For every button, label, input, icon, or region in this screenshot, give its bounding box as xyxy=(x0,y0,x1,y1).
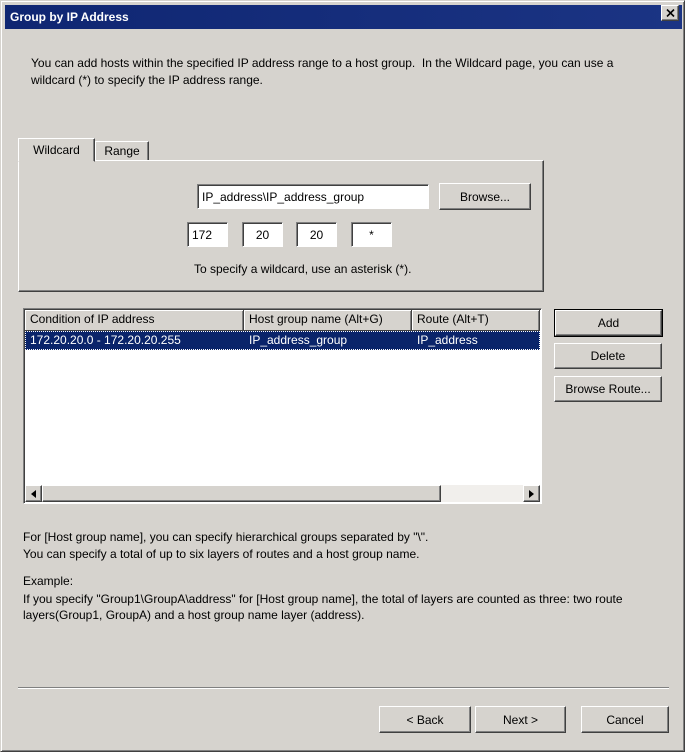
close-icon xyxy=(666,9,675,17)
tab-range[interactable] xyxy=(95,141,149,161)
tab-wildcard-label: Wildcard xyxy=(33,143,80,157)
tab-wildcard[interactable] xyxy=(18,138,95,162)
ip-octet-4-input[interactable] xyxy=(351,222,392,247)
cell-condition: 172.20.20.0 - 172.20.20.255 xyxy=(30,333,181,347)
column-header-route[interactable]: Route (Alt+T) xyxy=(412,310,540,331)
scrollbar-thumb[interactable] xyxy=(42,485,441,502)
cell-route: IP_address xyxy=(417,333,478,347)
scroll-right-icon xyxy=(529,490,534,498)
close-button[interactable] xyxy=(661,5,679,21)
browse-route-button[interactable] xyxy=(554,376,662,402)
ip-octet-3-input[interactable] xyxy=(296,222,337,247)
example-label: Example: xyxy=(23,574,74,588)
example-text: If you specify "Group1\GroupA\address" for [Host group name], the total of layers are counted as three: two route layers(Group1, GroupA) and a host group name layer (address). xyxy=(23,592,626,622)
table-row[interactable] xyxy=(25,331,540,350)
scrollbar-track[interactable] xyxy=(441,485,523,502)
host-group-name-input[interactable] xyxy=(197,184,429,209)
scroll-right-button[interactable] xyxy=(523,485,540,502)
browse-button[interactable] xyxy=(439,183,531,210)
dialog-title: Group by IP Address xyxy=(10,10,129,24)
next-button[interactable] xyxy=(475,706,566,733)
delete-button[interactable] xyxy=(554,343,662,369)
column-header-host-group[interactable]: Host group name (Alt+G) xyxy=(244,310,412,331)
cell-host-group: IP_address_group xyxy=(249,333,348,347)
tab-range-label: Range xyxy=(104,144,140,158)
browse-route-button-label: Browse Route... xyxy=(565,382,651,396)
ip-octet-2-input[interactable] xyxy=(242,222,283,247)
add-button-label: Add xyxy=(597,316,620,330)
scroll-left-icon xyxy=(31,490,36,498)
delete-button-label: Delete xyxy=(590,349,626,363)
back-button-label: < Back xyxy=(406,712,444,727)
cancel-button-label: Cancel xyxy=(606,712,644,727)
horizontal-scrollbar[interactable] xyxy=(25,485,540,502)
browse-button-label: Browse... xyxy=(459,189,510,204)
help-line-2: You can specify a total of up to six layers of routes and a host group name. xyxy=(23,547,420,561)
intro-text: You can add hosts within the specified IP address range to a host group. In the Wildcard page, you can use a wildcard (*) to specify the IP address range. xyxy=(31,56,617,87)
table-header-row xyxy=(25,310,540,331)
back-button[interactable] xyxy=(379,706,471,733)
footer-separator xyxy=(18,687,669,689)
add-button[interactable] xyxy=(555,310,662,336)
help-line-1: For [Host group name], you can specify hierarchical groups separated by "\". xyxy=(23,530,429,544)
cancel-button[interactable] xyxy=(581,706,669,733)
ip-octet-1-input[interactable] xyxy=(187,222,228,247)
next-button-label: Next > xyxy=(502,712,538,727)
ip-condition-table xyxy=(23,308,542,504)
scroll-left-button[interactable] xyxy=(25,485,42,502)
wildcard-hint: To specify a wildcard, use an asterisk (*). xyxy=(194,262,412,276)
title-bar xyxy=(5,5,682,29)
column-header-condition[interactable]: Condition of IP address xyxy=(25,310,244,331)
